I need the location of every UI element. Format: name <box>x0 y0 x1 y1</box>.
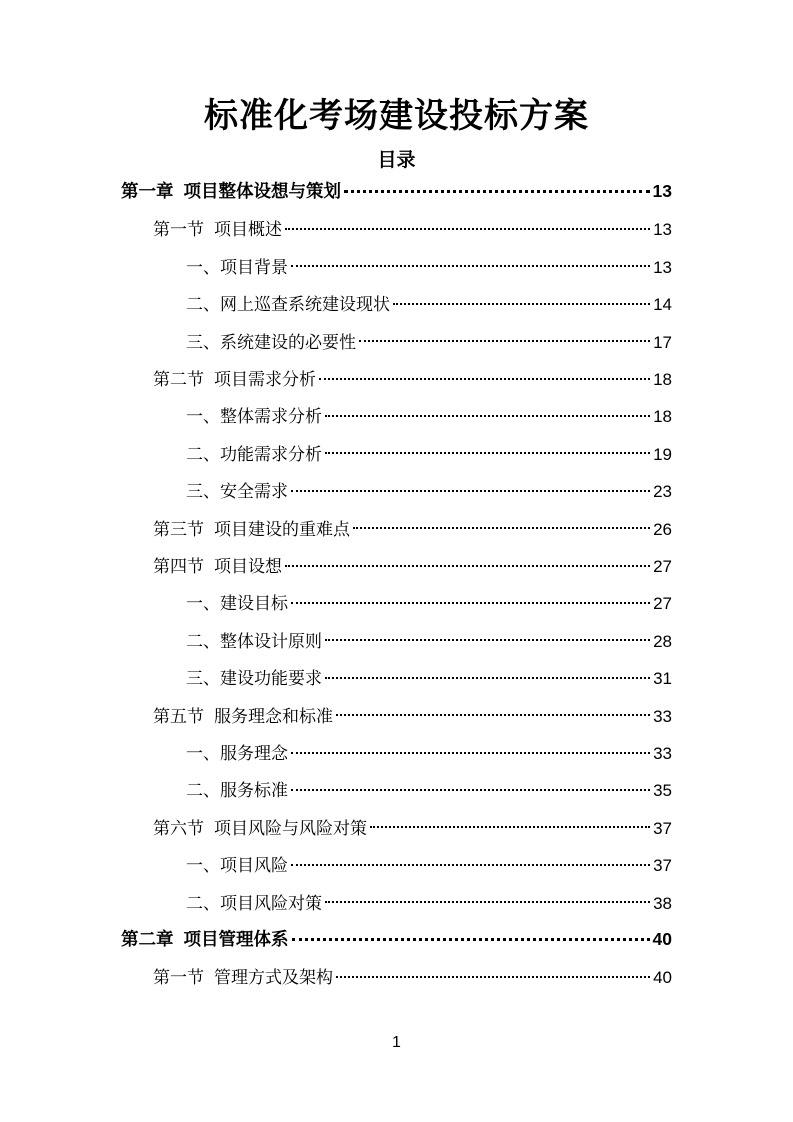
toc-entry-page: 28 <box>653 631 672 651</box>
toc-entry[interactable] <box>153 515 672 545</box>
toc-entry-title <box>186 627 322 652</box>
toc-entry[interactable] <box>121 926 672 956</box>
toc-entry-number: 一、 <box>186 257 220 278</box>
toc-entry-number: 二、 <box>186 893 220 914</box>
toc-entry-title <box>186 776 288 801</box>
toc-entry-number: 第一节 <box>153 968 204 989</box>
toc-entry-number: 三、 <box>186 669 220 690</box>
toc-entry[interactable] <box>186 627 672 657</box>
toc-entry-page: 40 <box>653 968 672 988</box>
toc-entry-page: 27 <box>653 557 672 576</box>
toc-dot-leader <box>325 638 650 641</box>
toc-entry-number: 一、 <box>186 744 220 764</box>
toc-dot-leader <box>285 564 650 567</box>
toc-entry-label: 整体设计原则 <box>220 631 322 652</box>
toc-entry-label: 管理方式及架构 <box>214 968 333 989</box>
toc-entry-page: 23 <box>653 482 672 502</box>
toc-entry-number: 二、 <box>186 444 220 465</box>
toc-entry-page: 33 <box>653 744 672 763</box>
toc-entry-page: 18 <box>653 407 672 427</box>
toc-entry-label: 项目整体设想与策划 <box>183 182 341 202</box>
toc-entry-number: 三、 <box>186 482 220 503</box>
document-title: 标准化考场建设投标方案 <box>204 96 589 136</box>
toc-entry-title <box>153 365 316 390</box>
toc-entry-title <box>186 290 390 315</box>
toc-entry-label: 项目风险对策 <box>220 893 322 914</box>
toc-entry-number: 一、 <box>186 856 220 877</box>
toc-entry-title <box>121 926 289 951</box>
toc-entry-label: 服务理念和标准 <box>214 706 333 727</box>
toc-entry[interactable] <box>186 440 672 470</box>
toc-dot-leader <box>344 189 650 193</box>
toc-entry[interactable] <box>186 402 672 432</box>
toc-entry-title <box>153 963 333 988</box>
toc-dot-leader <box>291 489 650 492</box>
toc-entry-number: 二、 <box>186 781 220 802</box>
toc-entry-label: 整体需求分析 <box>220 407 322 428</box>
toc-entry-number: 第一节 <box>153 220 204 241</box>
toc-entry-title <box>153 215 282 240</box>
toc-entry-page: 37 <box>653 818 672 838</box>
toc-entry-page: 26 <box>653 519 672 539</box>
toc-entry-page: 33 <box>653 706 672 726</box>
toc-dot-leader <box>291 601 650 604</box>
toc-entry[interactable] <box>186 664 672 694</box>
toc-entry-label: 网上巡查系统建设现状 <box>220 295 390 316</box>
toc-entry-title <box>186 328 356 353</box>
toc-dot-leader <box>291 751 650 754</box>
toc-entry-page: 31 <box>653 669 672 689</box>
toc-entry-page: 37 <box>653 856 672 876</box>
toc-dot-leader <box>319 377 650 380</box>
toc-dot-leader <box>325 451 650 454</box>
toc-dot-leader <box>291 788 650 791</box>
toc-entry-number: 一、 <box>186 594 220 615</box>
toc-entry-page: 18 <box>653 370 672 389</box>
toc-dot-leader <box>325 414 650 417</box>
toc-entry-number: 二、 <box>186 631 220 652</box>
toc-entry-label: 系统建设的必要性 <box>220 332 356 353</box>
toc-entry-page: 13 <box>653 257 672 277</box>
toc-entry-number: 二、 <box>186 295 220 316</box>
toc-entry-title <box>186 589 288 614</box>
page-number: 1 <box>392 1034 401 1051</box>
toc-entry-label: 项目管理体系 <box>183 930 289 950</box>
toc-entry[interactable] <box>153 814 672 844</box>
toc-entry[interactable] <box>153 963 672 993</box>
toc-entry-label: 功能需求分析 <box>220 444 322 465</box>
toc-entry-page: 13 <box>652 181 672 201</box>
toc-entry-title <box>186 739 288 764</box>
toc-entry-label: 项目风险 <box>220 856 288 877</box>
toc-entry-number: 第二章 <box>121 930 174 950</box>
toc-entry-title <box>121 178 341 203</box>
toc-entry-page: 40 <box>652 929 672 949</box>
toc-entry-number: 第二节 <box>153 370 204 390</box>
toc-dot-leader <box>393 302 650 305</box>
toc-entry-number: 三、 <box>186 332 220 353</box>
toc-entry[interactable] <box>153 552 672 582</box>
toc-entry[interactable] <box>186 328 672 358</box>
toc-dot-leader <box>292 937 650 941</box>
toc-heading: 目录 <box>377 149 416 171</box>
toc-entry[interactable] <box>186 851 672 881</box>
toc-entry-number: 第三节 <box>153 519 204 540</box>
toc-dot-leader <box>291 264 650 267</box>
toc-entry-number: 第一章 <box>121 182 174 202</box>
toc-dot-leader <box>370 825 650 828</box>
toc-dot-leader <box>359 339 650 342</box>
toc-entry-title <box>186 402 322 427</box>
toc-entry-label: 建设功能要求 <box>220 669 322 690</box>
toc-entry-label: 项目建设的重难点 <box>214 519 350 540</box>
toc-entry-page: 17 <box>653 332 672 352</box>
toc-entry-label: 项目需求分析 <box>214 370 316 390</box>
toc-entry-title <box>186 440 322 465</box>
toc-entry-label: 项目设想 <box>214 557 282 577</box>
toc-entry-title <box>153 814 367 839</box>
toc-entry-page: 35 <box>653 781 672 801</box>
toc-entry-label: 安全需求 <box>220 482 288 503</box>
toc-entry-title <box>153 515 350 540</box>
toc-entry-title <box>186 253 288 278</box>
toc-entry-title <box>186 851 288 876</box>
toc-dot-leader <box>325 676 650 679</box>
toc-dot-leader <box>325 900 650 903</box>
toc-entry[interactable] <box>186 290 672 320</box>
toc-entry[interactable] <box>153 702 672 732</box>
toc-entry-page: 38 <box>653 893 672 913</box>
toc-entry-page: 19 <box>653 444 672 464</box>
toc-entry-number: 第六节 <box>153 818 204 839</box>
toc-entry-title <box>186 477 288 502</box>
toc-dot-leader <box>353 526 650 529</box>
toc-entry-label: 项目背景 <box>220 257 288 278</box>
toc-entry[interactable] <box>186 776 672 806</box>
toc-entry-label: 建设目标 <box>220 594 288 615</box>
toc-entry-title <box>153 702 333 727</box>
toc-entry-number: 第五节 <box>153 706 204 727</box>
toc-entry[interactable] <box>153 215 672 245</box>
toc-entry-title <box>186 889 322 914</box>
toc-entry-label: 项目概述 <box>214 220 282 241</box>
toc-entry[interactable] <box>186 253 672 283</box>
toc-entry-number: 第四节 <box>153 557 204 577</box>
toc-entry-page: 27 <box>653 594 672 614</box>
toc-entry-title <box>186 664 322 689</box>
toc-dot-leader <box>285 227 650 230</box>
toc-entry-number: 一、 <box>186 407 220 428</box>
toc-entry[interactable] <box>186 889 672 919</box>
toc-entry-label: 服务标准 <box>220 781 288 802</box>
toc-entry[interactable] <box>153 365 672 395</box>
toc-entry[interactable] <box>121 178 672 208</box>
toc-entry-label: 服务理念 <box>220 744 288 764</box>
toc-entry[interactable] <box>186 589 672 619</box>
toc-dot-leader <box>336 975 650 978</box>
toc-dot-leader <box>291 863 650 866</box>
toc-entry-page: 14 <box>653 295 672 315</box>
toc-dot-leader <box>336 713 650 716</box>
toc-entry-page: 13 <box>653 220 672 240</box>
toc-entry[interactable] <box>186 739 672 769</box>
toc-entry-title <box>153 552 282 577</box>
toc-entry-label: 项目风险与风险对策 <box>214 818 367 839</box>
toc-entry[interactable] <box>186 477 672 507</box>
